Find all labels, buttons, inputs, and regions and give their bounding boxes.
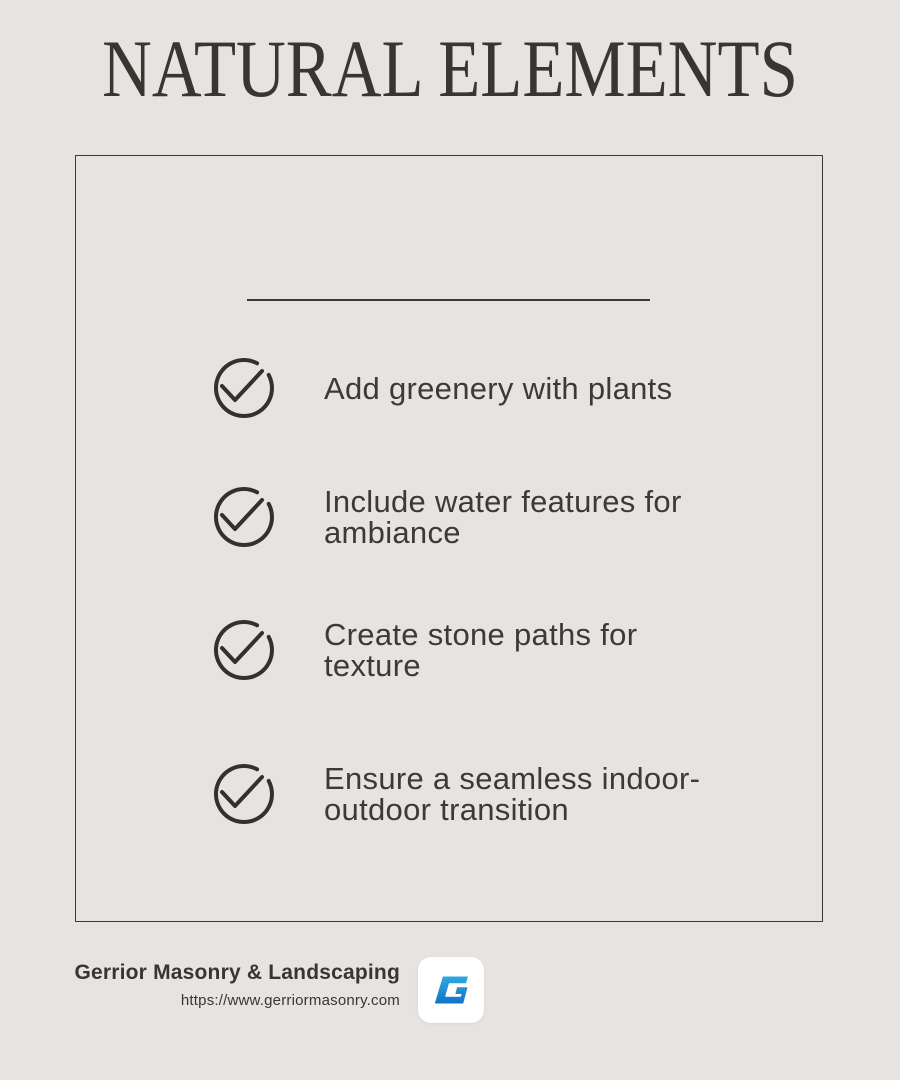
footer xyxy=(74,961,400,1009)
divider-line xyxy=(247,299,650,301)
checklist-item-label: Include water features for ambiance xyxy=(324,484,682,550)
check-circle-icon xyxy=(212,618,276,682)
checklist-item xyxy=(212,485,709,549)
checklist-item-label: Add greenery with plants xyxy=(324,370,673,406)
checklist-item xyxy=(212,356,709,420)
brand-logo xyxy=(418,957,484,1023)
website-url: https://www.gerriormasonry.com xyxy=(180,992,400,1009)
checklist-item-label: Create stone paths for texture xyxy=(324,617,638,683)
checklist-item-label: Ensure a seamless indoor-outdoor transition xyxy=(324,761,701,827)
check-circle-icon xyxy=(212,762,276,826)
checklist-item xyxy=(212,618,709,682)
check-circle-icon xyxy=(212,356,276,420)
check-circle-icon xyxy=(212,485,276,549)
brand-logo-g-icon xyxy=(428,968,474,1012)
brand-name: Gerrior Masonry & Landscaping xyxy=(74,961,400,984)
page-title: NATURAL ELEMENTS xyxy=(102,23,798,114)
checklist-item xyxy=(212,762,709,826)
content-frame xyxy=(75,155,823,922)
